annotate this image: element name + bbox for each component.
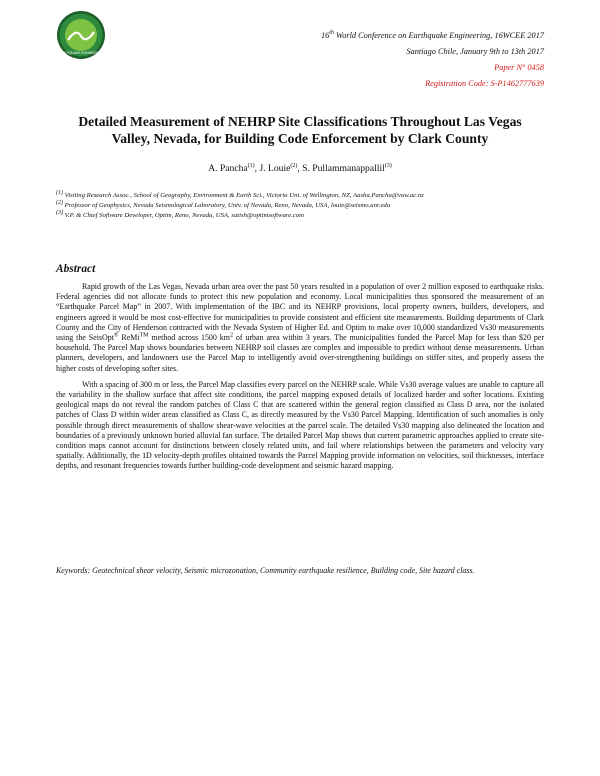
affiliation: $^{(1)}$ Visiting Research Assoc., School of Geography, Environment & Earth Sci., Victoria Uni. of Wellington, NZ, Aasha.Pancha@vuw.ac.nz [56,189,424,199]
author-name: A. Pancha [208,163,248,174]
keywords: Keywords: Geotechnical shear velocity, Seismic microzonation, Community earthquake resilience, Building code, Site hazard class. [56,566,475,575]
author-name: J. Louie [259,163,291,174]
conference-location-date: Santiago Chile, January 9th to 13th 2017 [406,47,544,56]
logo-text: ADVANCED EARTHQUAKE ENGINEERING RESEARCH [39,51,123,55]
paper-title: Detailed Measurement of NEHRP Site Classifications Throughout Las Vegas Valley, Nevada, for Building Code Enforcement by Clark County [78,114,522,146]
registration-code: Registration Code: S-P1462777639 [425,79,544,88]
author-name: S. Pullammanappallil [302,163,385,174]
abstract-paragraph: With a spacing of 300 m or less, the Parcel Map classifies every parcel on the NEHRP scale. While Vs30 average values are unable to capture all the variability in the shallow surface that affect site conditions, the parcel mapping exposed details of localized harder and softer locations. Existing geological maps do not reveal the random patches of Class C that are scattered within the general region classified as Class D area, nor the isolated patches of Class D within wider areas classified as Class C, as directly measured by the Vs30 Parcel Mapping. Identification of such anomalies is only possible through direct measurements of shallow shear-wave velocities at the parcel scale. The detailed Vs30 mapping also delineated the location and boundaries of a previously unknown buried alluvial fan surface. The detailed Parcel Map shows that current parametric approaches applied to create site-condition maps cannot account for distinctions between closely related units, and fail where relationships between the parameters and velocity vary spatially. Additionally, the 1D velocity-depth profiles obtained towards the Parcel Mapping provide information on velocities, soil thicknesses, interface depths, and resonant frequencies towards further building-code development and seismic hazard mapping. [56,379,544,471]
conference-logo [39,10,123,60]
paper-number: Paper N° 0458 [494,63,544,72]
conference-header [321,28,544,92]
conference-line: 16th World Conference on Earthquake Engineering, 16WCEE 2017 [321,30,544,40]
affiliation: $^{(3)}$ V.P. & Chief Software Developer, Optim, Reno, Nevada, USA, satish@optimsoftware.com [56,209,304,219]
affiliations [56,191,556,221]
abstract-heading: Abstract [56,263,96,275]
abstract-paragraph: Rapid growth of the Las Vegas, Nevada urban area over the past 50 years resulted in a population of over 2 million exposed to earthquake risks. Federal agencies did not allocate funds to protect this new population and economy. Local municipalities thus sponsored the measurement of an “Earthquake Parcel Map” in 2007. With implementation of the IBC and its NEHRP provisions, local property owners, builders, developers, and engineers agreed it would be most cost-effective for municipalities to provide consistent and efficient site measurements. Building departments of Clark County and the City of Henderson contracted with the Nevada System of Higher Ed. and Optim to make over 10,000 standardized Vs30 measurements using the SeisOpt® ReMi™ method across 1500 $km^2$ of urban area within 3 years. The municipalities funded the Parcel Map for less than $20 per household. The Parcel Map shows boundaries between NEHRP soil classes are complex and impossible to predict without dense measurements. Urban planners, developers, and landowners use the Parcel Map to intelligently avoid over-strengthening buildings on stiffer sites, and properly assess the higher costs of developing softer sites. [56,282,544,373]
author-list: A. Pancha$^{(1)}$, J. Louie$^{(2)}$, S. Pullammanappallil$^{(3)}$ [208,162,392,174]
affiliation: $^{(2)}$ Professor of Geophysics, Nevada Seismological Laboratory, Univ. of Nevada, Reno, Nevada, USA, louie@seismo.unr.edu [56,199,391,209]
abstract-body [56,282,544,478]
